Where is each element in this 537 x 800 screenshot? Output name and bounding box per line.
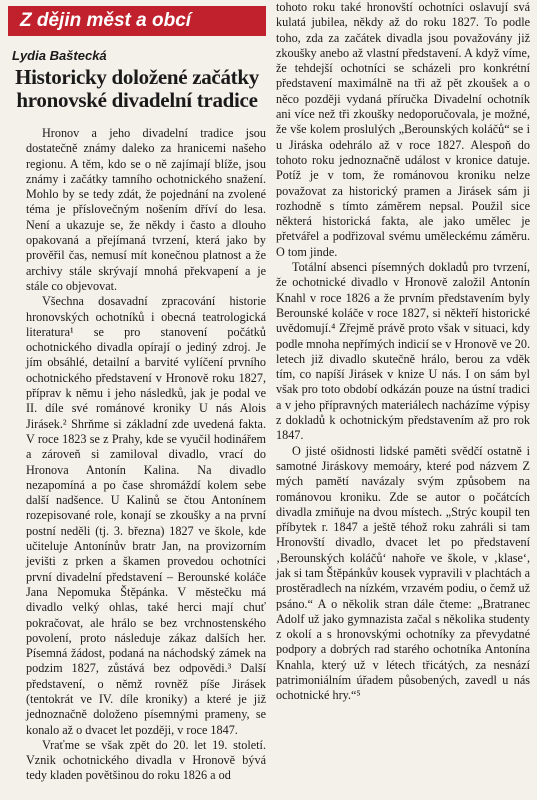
left-column: [8, 6, 266, 784]
author-name: Lydia Baštecká: [12, 48, 107, 63]
article-headline: Historicky doložené začátky hronovské divadelní tradice: [15, 65, 259, 112]
paragraph: O jisté ošidnosti lidské paměti svědčí ostatně i samotné Jiráskovy memoáry, které pod názvem Z mých pamětí navázaly svým způsobem na románovou kroniku. Zde se autor o počátcích divadla zmiňuje na dvou místech. „Strýc koupil ten příbytek r. 1847 a ještě téhož roku zahráli si tam Hronovští divadlo, dvacet let po představení ‚Berounských koláčů‘ nahoře ve škole, v ‚klase‘, jak si tam Štěpánkův kousek vypravili v plachtách a prostěradlech na nízkém, vrzavém podiu, o čemž už psáno.“ A o několik stran dále čteme: „Bratranec Adolf už jako gymnazista začal s několika studenty z okolí a s hronovskými ochotníky za převydatné podpory a dobrých rad starého ochotníka Antonína Knahla, který už v létech třicátých, za nesnází patrimoniálním úřadem působených, zavedl u nás ochotnické hry.“⁵: [276, 443, 530, 703]
right-column: [276, 0, 530, 704]
paragraph: Všechna dosavadní zpracování historie hronovských ochotníků i obecná teatrologická literatura¹ se pro stanovení počátků ochotnického divadla opírají o jediný zdroj. Je jím obsáhlé, detailní a barvité vylíčení prvního ochotnického představení v Hronově roku 1827, příprav k němu i jeho následků, jak je podal ve II. díle své románové kroniky U nás Alois Jirásek.² Shrňme si základní zde uvedená fakta. V roce 1823 se z Prahy, kde se vyučil hodinářem a zároveň si zamiloval divadlo, vrací do Hronova Antonín Kalina. Na divadlo nezapomíná a po čase shromáždí kolem sebe další nadšence. U Kalinů se čtou Antonínem rozepisované role, konají se zkoušky a na první postní neděli (tj. 3. března) 1827 ve škole, kde učiteluje Antonínův bratr Jan, na provizorním jevišti z prken a škamen provedou ochotníci první divadelní představení – Berounské koláče Jana Nepomuka Štěpánka. V městečku má divadlo velký ohlas, také herci mají chuť pokračovat, ale hrálo se bez vrchnostenského povolení, proto následuje zákaz dalších her. Písemná žádost, podaná na náchodský zámek na podzim 1827, zůstává bez odpovědi.³ Další představení, o němž rovněž píše Jirásek (tentokrát ve IV. díle kroniky) a které je již jednoznačně doloženo písemnými prameny, se konalo až o dvacet let později, v roce 1847.: [26, 294, 266, 737]
paragraph: tohoto roku také hronovští ochotníci oslavují svá kulatá jubilea, někdy až do roku 1827. To podle toho, zda za začátek divadla jsou považovány již zkoušky anebo až vlastní představení. A když víme, že tehdejší ochotníci se scházeli pro konkrétní představení maximálně na tři až pět zkoušek a o něco později vydaná příručka Divadelní ochotník ani více než tři zkoušky nedoporučovala, je možné, že vše kolem proslulých „Berounských koláčů“ se i u Jiráska odehrálo až v roce 1827. Alespoň do tohoto roku jednoznačně událost v kronice datuje. Potíž je v tom, že románovou kroniku nelze považovat za historický pramen a Jirásek sám ji rozhodně s tímto záměrem nepsal. Použil sice některá historická fakta, ale jako umělec je přetvářel a podřizoval svému uměleckému záměru. O tom jinde.: [276, 0, 530, 259]
section-banner: Z dějin měst a obcí: [8, 6, 266, 36]
paragraph: Totální absenci písemných dokladů pro tvrzení, že ochotnické divadlo v Hronově založil Antonín Knahl v roce 1826 a že prvním představením byly Berounské koláče v roce 1827, si někteří historické uvědomují.⁴ Zřejmě právě proto však v situaci, kdy podle mnoha nepřímých indicií se v Hronově ve 20. letech již divadlo skutečně hrálo, berou za vděk tím, co napíší Jirásek v knize U nás. I on sám byl však pro toto období odkázán pouze na ústní tradici a v jeho přípravných materiálech nacházíme výpisy z dokladů k ochotnickým představením až pro rok 1847.: [276, 260, 530, 443]
left-column-text: [8, 126, 266, 784]
right-column-text: [276, 0, 530, 704]
paragraph: Vraťme se však zpět do 20. let 19. století. Vznik ochotnického divadla v Hronově bývá tedy kladen povětšinou do roku 1826 a od: [26, 737, 266, 783]
paragraph: Hronov a jeho divadelní tradice jsou dostatečně známy daleko za hranicemi našeho regionu. A těm, kdo se o ně zajímají blíže, jsou známy i začátky tamního ochotnického snažení. Mohlo by se tedy zdát, že pojednání na zvolené téma je příslovečným nošením dříví do lesa. Není a ukazuje se, že někdy i často a dlouho opakovaná a přejímaná tvrzení, která jako by prověřil čas, nemusí mít konečnou platnost a že archivy stále skrývají mnohá překvapení a je stále co objevovat.: [26, 126, 266, 293]
